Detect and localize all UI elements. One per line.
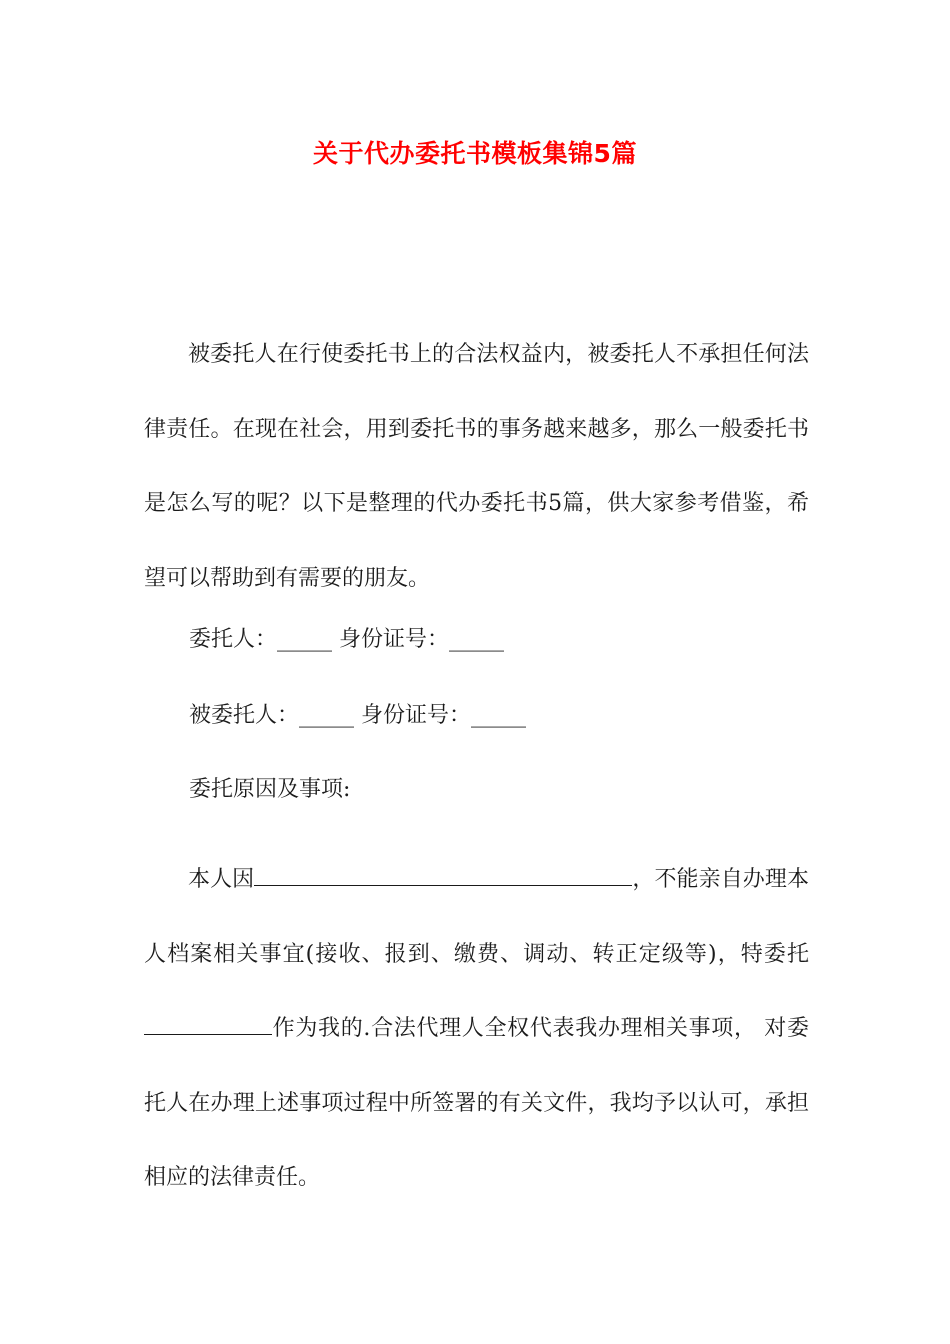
intro-paragraph: 被委托人在行使委托书上的合法权益内，被委托人不承担任何法律责任。在现在社会，用到委托书的事务越来越多，那么一般委托书是怎么写的呢？以下是整理的代办委托书5篇，供大家参考借鉴，希望可以帮助到有需要的朋友。 <box>144 342 809 591</box>
agent-info-line: 被委托人：_____ 身份证号：_____ <box>189 703 526 728</box>
body-text-part2: ，不能亲自办理本人档案相关事宜(接收、报到、缴费、调动、转正定级等)，特委托 <box>144 867 809 967</box>
client-info-line: 委托人：_____ 身份证号：_____ <box>189 627 504 652</box>
agent-name-blank <box>144 1014 272 1035</box>
document-title: 关于代办委托书模板集锦5篇 <box>313 139 637 168</box>
reason-heading: 委托原因及事项: <box>189 777 351 802</box>
body-text-part3: 作为我的.合法代理人全权代表我办理相关事项， 对委托人在办理上述事项过程中所签署的有关文件，我均予以认可，承担相应的法律责任。 <box>144 1016 809 1190</box>
reason-blank <box>254 865 632 886</box>
body-text-part1: 本人因 <box>188 867 255 892</box>
authorization-paragraph <box>144 843 809 1216</box>
